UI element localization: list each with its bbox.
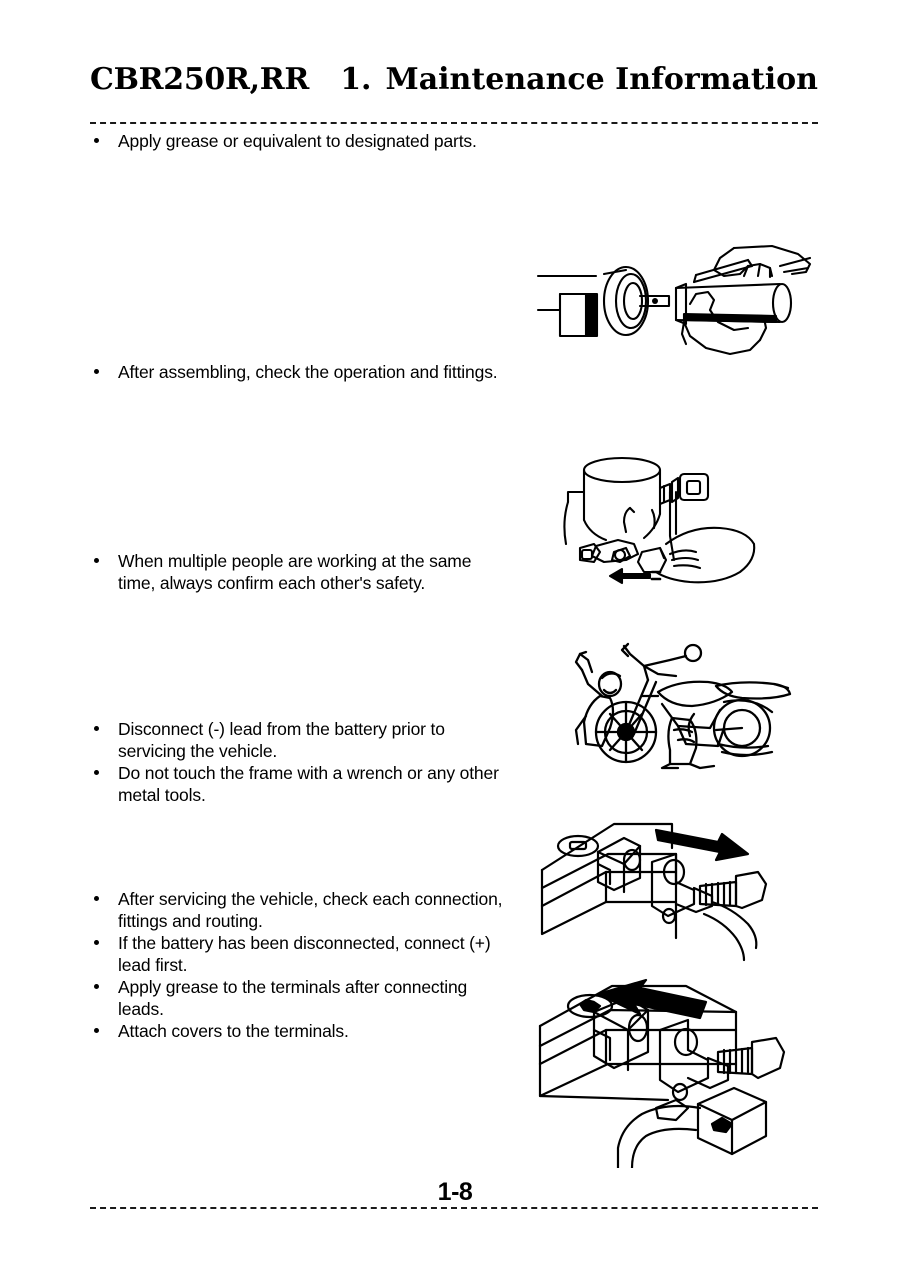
bullet-item [90, 932, 510, 976]
chapter-number: 1. [340, 62, 372, 97]
battery-terminal-disconnect-illustration [536, 808, 826, 968]
header-divider [90, 122, 818, 124]
bullet-text: If the battery has been disconnected, connect (+) lead first. [118, 933, 491, 975]
bullet-item [90, 888, 510, 932]
hand-checking-fork-fitting-illustration [560, 448, 825, 598]
bullet-item [90, 718, 510, 762]
bullet-dot-icon [94, 896, 99, 901]
bullet-dot-icon [94, 770, 99, 775]
bullet-text: After servicing the vehicle, check each connection, fittings and routing. [118, 889, 503, 931]
bullet-dot-icon [94, 1028, 99, 1033]
bullet-dot-icon [94, 369, 99, 374]
footer-divider [90, 1207, 818, 1209]
text-block-disconnect-battery [90, 718, 510, 806]
bullet-text: Apply grease to the terminals after connecting leads. [118, 977, 468, 1019]
grease-gun-on-shaft-illustration [534, 244, 824, 369]
text-block-multiple-people [90, 550, 510, 594]
text-block-after-servicing [90, 888, 510, 1042]
bullet-item [90, 762, 510, 806]
chapter-title: Maintenance Information [385, 62, 818, 97]
manual-model-title: CBR250R,RR [90, 62, 310, 97]
bullet-dot-icon [94, 558, 99, 563]
bullet-text: Apply grease or equivalent to designated parts. [118, 131, 477, 151]
bullet-item [90, 361, 510, 383]
battery-terminal-connect-with-cover-illustration [536, 968, 826, 1168]
text-block-grease [90, 130, 510, 152]
bullet-item [90, 130, 510, 152]
bullet-item [90, 550, 510, 594]
bullet-text: Do not touch the frame with a wrench or any other metal tools. [118, 763, 499, 805]
bullet-text: When multiple people are working at the same time, always confirm each other's safety. [118, 551, 472, 593]
bullet-item [90, 1020, 510, 1042]
bullet-text: Disconnect (-) lead from the battery prior to servicing the vehicle. [118, 719, 445, 761]
chapter-heading [340, 62, 818, 97]
page-header [90, 62, 820, 106]
bullet-dot-icon [94, 726, 99, 731]
bullet-text: After assembling, check the operation and fittings. [118, 362, 498, 382]
two-people-working-on-motorcycle-illustration [566, 640, 816, 770]
bullet-dot-icon [94, 984, 99, 989]
bullet-text: Attach covers to the terminals. [118, 1021, 349, 1041]
bullet-dot-icon [94, 940, 99, 945]
page-number: 1-8 [437, 1178, 473, 1206]
bullet-item [90, 976, 510, 1020]
text-block-assembling [90, 361, 510, 383]
bullet-dot-icon [94, 138, 99, 143]
